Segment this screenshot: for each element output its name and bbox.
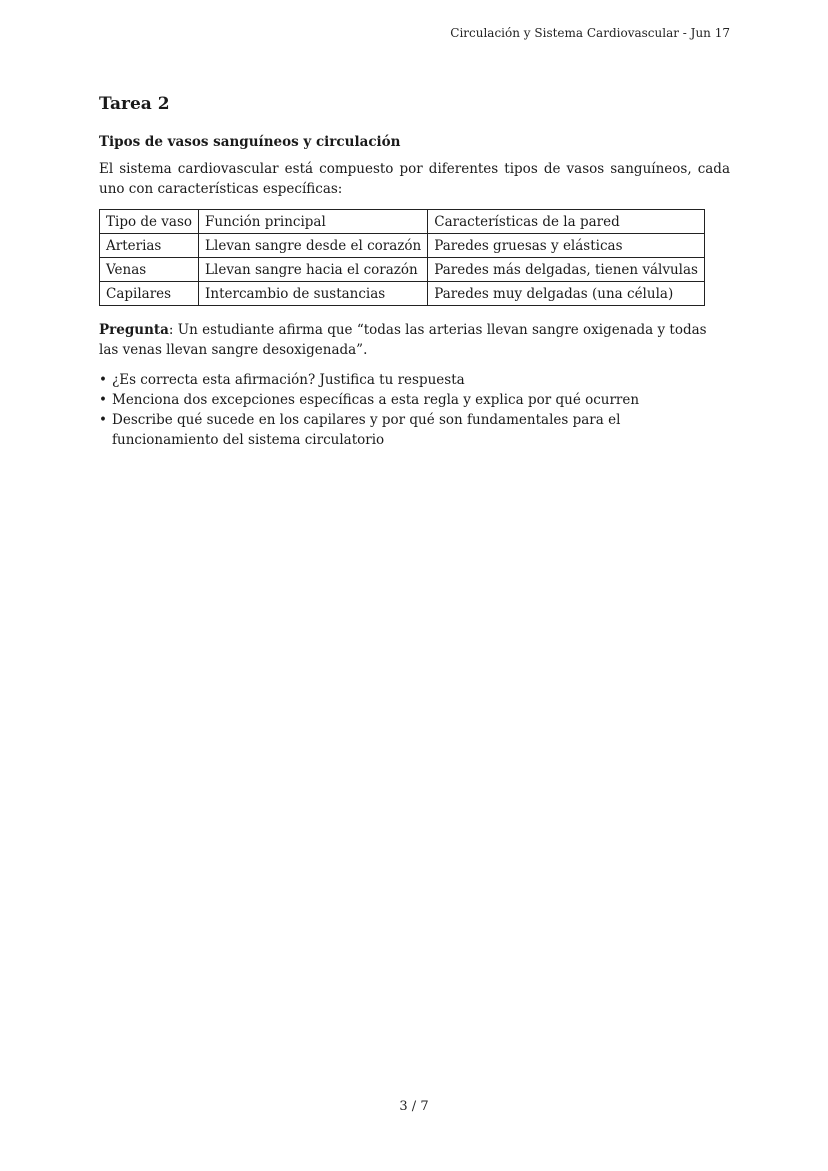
table-cell: Intercambio de sustancias <box>199 282 428 306</box>
table-cell: Capilares <box>100 282 199 306</box>
page-number: 3 / 7 <box>399 1099 429 1114</box>
running-header: Circulación y Sistema Cardiovascular - Jun 17 <box>450 26 730 40</box>
list-item <box>99 370 730 390</box>
table-header-cell: Características de la pared <box>428 210 705 234</box>
table-cell: Paredes más delgadas, tienen válvulas <box>428 258 705 282</box>
list-item-text: ¿Es correcta esta afirmación? Justifica tu respuesta <box>112 372 465 388</box>
section-title: Tarea 2 <box>99 94 170 114</box>
table-cell: Llevan sangre desde el corazón <box>199 234 428 258</box>
subsection-title: Tipos de vasos sanguíneos y circulación <box>99 134 401 150</box>
list-item <box>99 390 730 410</box>
table-header-row <box>100 210 705 234</box>
table-row <box>100 258 705 282</box>
question-paragraph <box>99 320 730 360</box>
bullet-icon: • <box>99 412 107 428</box>
table-cell: Llevan sangre hacia el corazón <box>199 258 428 282</box>
page-content <box>99 94 730 450</box>
question-text: : Un estudiante afirma que “todas las arterias llevan sangre oxigenada y todas las venas llevan sangre desoxigenada”. <box>99 322 707 358</box>
table-cell: Paredes gruesas y elásticas <box>428 234 705 258</box>
intro-paragraph: El sistema cardiovascular está compuesto por diferentes tipos de vasos sanguíneos, cada uno con características específicas: <box>99 161 730 197</box>
list-item-text: Menciona dos excepciones específicas a esta regla y explica por qué ocurren <box>112 392 640 408</box>
table-cell: Arterias <box>100 234 199 258</box>
table-row <box>100 282 705 306</box>
table-header-cell: Tipo de vaso <box>100 210 199 234</box>
table-cell: Venas <box>100 258 199 282</box>
bullet-icon: • <box>99 372 107 388</box>
list-item-text: Describe qué sucede en los capilares y por qué son fundamentales para el funcionamiento del sistema circulatorio <box>112 412 621 448</box>
question-bullet-list <box>99 370 730 450</box>
question-label: Pregunta <box>99 322 169 338</box>
list-item <box>99 410 730 450</box>
bullet-icon: • <box>99 392 107 408</box>
table-cell: Paredes muy delgadas (una célula) <box>428 282 705 306</box>
vessel-types-table <box>99 209 705 306</box>
table-row <box>100 234 705 258</box>
table-header-cell: Función principal <box>199 210 428 234</box>
